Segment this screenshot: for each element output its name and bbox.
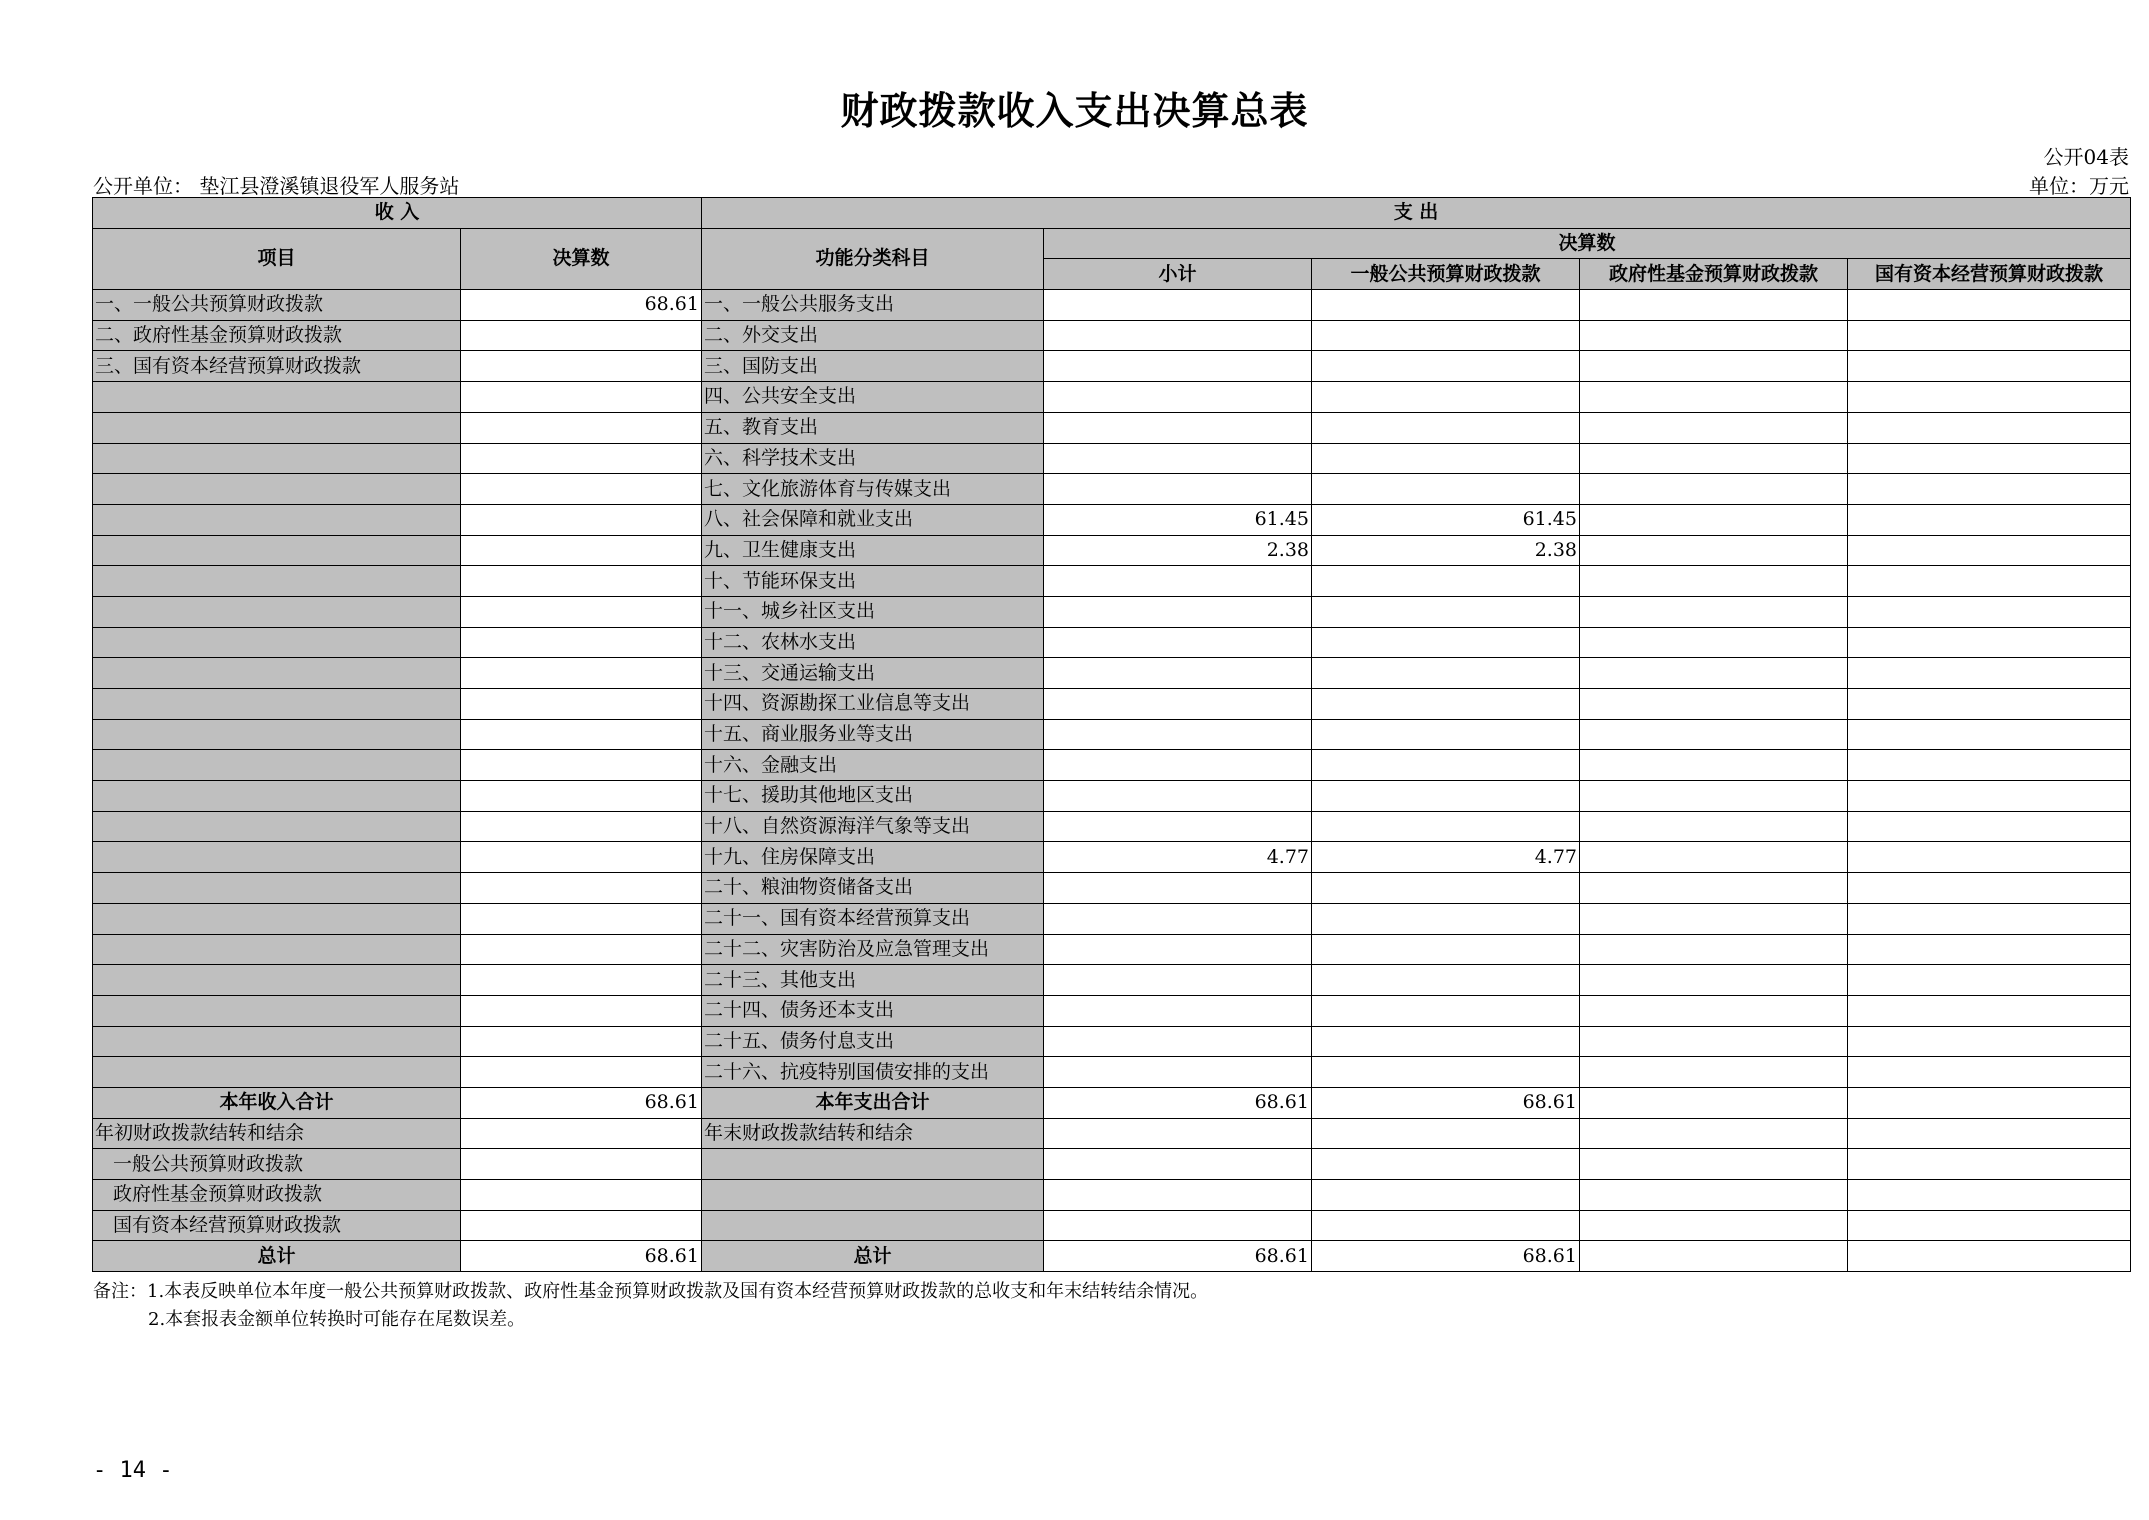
expense-subtotal — [1044, 596, 1312, 627]
table-row — [93, 382, 2131, 413]
expense-state-capital — [1848, 1057, 2131, 1088]
expense-item: 七、文化旅游体育与传媒支出 — [702, 474, 1044, 505]
expense-gov-fund — [1580, 1026, 1848, 1057]
end-carryover-state-capital — [1848, 1118, 2131, 1149]
expense-state-capital — [1848, 842, 2131, 873]
income-amount-empty — [461, 903, 702, 934]
carryover-sub-state-capital — [1848, 1180, 2131, 1211]
expense-general — [1312, 995, 1580, 1026]
carryover-sub-state-capital — [1848, 1210, 2131, 1241]
subtotal-header: 小计 — [1044, 259, 1312, 290]
expense-item: 十八、自然资源海洋气象等支出 — [702, 811, 1044, 842]
page-title: 财政拨款收入支出决算总表 — [840, 89, 1309, 133]
expense-state-capital — [1848, 627, 2131, 658]
table-row — [93, 443, 2131, 474]
expense-general — [1312, 382, 1580, 413]
table-row — [93, 1026, 2131, 1057]
settlement-table — [92, 197, 2131, 1272]
end-carryover-gov-fund — [1580, 1118, 1848, 1149]
carryover-sub-general — [1312, 1149, 1580, 1180]
expense-gov-fund — [1580, 351, 1848, 382]
carryover-sub-general — [1312, 1210, 1580, 1241]
expense-item: 二十六、抗疫特别国债安排的支出 — [702, 1057, 1044, 1088]
table-row — [93, 689, 2131, 720]
expense-general — [1312, 934, 1580, 965]
expense-gov-fund — [1580, 658, 1848, 689]
table-row — [93, 750, 2131, 781]
income-amount-empty — [461, 566, 702, 597]
carryover-sub-subtotal — [1044, 1149, 1312, 1180]
income-item-empty — [93, 995, 461, 1026]
header-row-1 — [93, 198, 2131, 229]
expense-subtotal — [1044, 1026, 1312, 1057]
carryover-sub-expense — [702, 1180, 1044, 1211]
income-item-empty — [93, 903, 461, 934]
expense-subtotal — [1044, 689, 1312, 720]
income-item-empty — [93, 627, 461, 658]
expense-subtotal — [1044, 351, 1312, 382]
expense-item: 六、科学技术支出 — [702, 443, 1044, 474]
expense-state-capital — [1848, 903, 2131, 934]
expense-gov-fund — [1580, 1057, 1848, 1088]
carryover-sub-row — [93, 1180, 2131, 1211]
header-row-2 — [93, 228, 2131, 259]
expense-subtotal — [1044, 965, 1312, 996]
settle-header: 决算数 — [1044, 228, 2131, 259]
expense-item: 十五、商业服务业等支出 — [702, 719, 1044, 750]
expense-subtotal — [1044, 1057, 1312, 1088]
expense-item: 二十一、国有资本经营预算支出 — [702, 903, 1044, 934]
expense-general — [1312, 474, 1580, 505]
income-amount-empty — [461, 873, 702, 904]
expense-subtotal — [1044, 412, 1312, 443]
table-row — [93, 627, 2131, 658]
income-item-empty — [93, 596, 461, 627]
gov-fund-header: 政府性基金预算财政拨款 — [1580, 259, 1848, 290]
expense-general — [1312, 1026, 1580, 1057]
expense-subtotal — [1044, 290, 1312, 321]
expense-gov-fund — [1580, 719, 1848, 750]
expense-general — [1312, 689, 1580, 720]
expense-total-general: 68.61 — [1312, 1087, 1580, 1118]
expense-subtotal — [1044, 320, 1312, 351]
expense-gov-fund — [1580, 566, 1848, 597]
expense-state-capital — [1848, 443, 2131, 474]
expense-gov-fund — [1580, 290, 1848, 321]
expense-gov-fund — [1580, 965, 1848, 996]
income-amount-empty — [461, 382, 702, 413]
amount-header: 决算数 — [461, 228, 702, 289]
expense-general — [1312, 811, 1580, 842]
income-total-label: 总计 — [93, 1241, 461, 1272]
expense-state-capital — [1848, 995, 2131, 1026]
expense-gov-fund — [1580, 873, 1848, 904]
expense-item: 二十、粮油物资储备支出 — [702, 873, 1044, 904]
expense-state-capital — [1848, 320, 2131, 351]
carryover-sub-expense — [702, 1210, 1044, 1241]
expense-general — [1312, 320, 1580, 351]
page-number: - 14 - — [93, 1458, 173, 1483]
income-amount-empty — [461, 1057, 702, 1088]
expense-subtotal — [1044, 750, 1312, 781]
expense-total-subtotal: 68.61 — [1044, 1241, 1312, 1272]
income-amount-empty — [461, 995, 702, 1026]
expense-item: 二、外交支出 — [702, 320, 1044, 351]
income-item-empty — [93, 382, 461, 413]
income-item-empty — [93, 1026, 461, 1057]
income-item-empty — [93, 535, 461, 566]
expense-state-capital — [1848, 504, 2131, 535]
income-item-empty — [93, 781, 461, 812]
income-amount-empty — [461, 627, 702, 658]
expense-state-capital — [1848, 965, 2131, 996]
expense-gov-fund — [1580, 596, 1848, 627]
expense-gov-fund — [1580, 627, 1848, 658]
expense-total-label: 总计 — [702, 1241, 1044, 1272]
expense-gov-fund — [1580, 535, 1848, 566]
expense-subtotal — [1044, 443, 1312, 474]
income-item-empty — [93, 934, 461, 965]
expense-subtotal — [1044, 934, 1312, 965]
income-item-empty — [93, 658, 461, 689]
income-item: 一、一般公共预算财政拨款 — [93, 290, 461, 321]
expense-state-capital — [1848, 781, 2131, 812]
note-1: 备注：1.本表反映单位本年度一般公共预算财政拨款、政府性基金预算财政拨款及国有资本经营预算财政拨款的总收支和年末结转结余情况。 — [93, 1281, 1209, 1302]
expense-total-general: 68.61 — [1312, 1241, 1580, 1272]
expense-gov-fund — [1580, 382, 1848, 413]
state-capital-header: 国有资本经营预算财政拨款 — [1848, 259, 2131, 290]
expense-state-capital — [1848, 750, 2131, 781]
expense-item: 十四、资源勘探工业信息等支出 — [702, 689, 1044, 720]
table-row — [93, 719, 2131, 750]
expense-state-capital — [1848, 535, 2131, 566]
income-amount-empty — [461, 443, 702, 474]
end-carryover-general — [1312, 1118, 1580, 1149]
expense-gov-fund — [1580, 412, 1848, 443]
expense-item: 十一、城乡社区支出 — [702, 596, 1044, 627]
expense-general — [1312, 443, 1580, 474]
form-number: 公开04表 — [2043, 145, 2129, 169]
expense-total-state-capital — [1848, 1087, 2131, 1118]
expense-total-label: 本年支出合计 — [702, 1087, 1044, 1118]
expense-item: 二十五、债务付息支出 — [702, 1026, 1044, 1057]
carryover-sub-gov-fund — [1580, 1149, 1848, 1180]
expense-item: 二十三、其他支出 — [702, 965, 1044, 996]
func-class-header: 功能分类科目 — [702, 228, 1044, 289]
expense-item: 十七、援助其他地区支出 — [702, 781, 1044, 812]
expense-state-capital — [1848, 290, 2131, 321]
expense-subtotal — [1044, 474, 1312, 505]
income-item-empty — [93, 443, 461, 474]
table-row — [93, 474, 2131, 505]
carryover-sub-expense — [702, 1149, 1044, 1180]
carryover-sub-subtotal — [1044, 1180, 1312, 1211]
expense-subtotal: 61.45 — [1044, 504, 1312, 535]
table-row — [93, 781, 2131, 812]
table-row — [93, 873, 2131, 904]
carryover-sub-row — [93, 1149, 2131, 1180]
expense-state-capital — [1848, 382, 2131, 413]
expense-state-capital — [1848, 873, 2131, 904]
carryover-sub-amount — [461, 1180, 702, 1211]
expense-general — [1312, 596, 1580, 627]
expense-general — [1312, 781, 1580, 812]
year-total-row — [93, 1087, 2131, 1118]
carryover-sub-gov-fund — [1580, 1180, 1848, 1211]
end-carryover-subtotal — [1044, 1118, 1312, 1149]
carryover-sub-amount — [461, 1149, 702, 1180]
expense-gov-fund — [1580, 474, 1848, 505]
income-item: 二、政府性基金预算财政拨款 — [93, 320, 461, 351]
expense-item: 一、一般公共服务支出 — [702, 290, 1044, 321]
table-row — [93, 351, 2131, 382]
table-row — [93, 965, 2131, 996]
income-amount — [461, 351, 702, 382]
expense-subtotal: 4.77 — [1044, 842, 1312, 873]
begin-carryover-label: 年初财政拨款结转和结余 — [93, 1118, 461, 1149]
expense-header: 支 出 — [702, 198, 2131, 229]
income-amount-empty — [461, 1026, 702, 1057]
income-amount-empty — [461, 811, 702, 842]
expense-general — [1312, 566, 1580, 597]
end-carryover-label: 年末财政拨款结转和结余 — [702, 1118, 1044, 1149]
income-item-empty — [93, 811, 461, 842]
expense-general: 61.45 — [1312, 504, 1580, 535]
expense-general: 2.38 — [1312, 535, 1580, 566]
expense-subtotal — [1044, 995, 1312, 1026]
expense-item: 二十四、债务还本支出 — [702, 995, 1044, 1026]
expense-subtotal — [1044, 719, 1312, 750]
expense-total-gov-fund — [1580, 1241, 1848, 1272]
reporting-unit: 公开单位： 垫江县澄溪镇退役军人服务站 — [93, 174, 460, 198]
expense-gov-fund — [1580, 320, 1848, 351]
expense-state-capital — [1848, 566, 2131, 597]
income-amount-empty — [461, 719, 702, 750]
table-row — [93, 903, 2131, 934]
expense-state-capital — [1848, 474, 2131, 505]
expense-item: 二十二、灾害防治及应急管理支出 — [702, 934, 1044, 965]
expense-item: 十、节能环保支出 — [702, 566, 1044, 597]
expense-general — [1312, 412, 1580, 443]
table-row — [93, 412, 2131, 443]
expense-gov-fund — [1580, 689, 1848, 720]
income-amount-empty — [461, 658, 702, 689]
expense-gov-fund — [1580, 443, 1848, 474]
expense-gov-fund — [1580, 750, 1848, 781]
expense-state-capital — [1848, 596, 2131, 627]
income-item-empty — [93, 842, 461, 873]
income-total-amount: 68.61 — [461, 1087, 702, 1118]
expense-item: 十三、交通运输支出 — [702, 658, 1044, 689]
expense-item: 九、卫生健康支出 — [702, 535, 1044, 566]
income-item-empty — [93, 504, 461, 535]
income-header: 收 入 — [93, 198, 702, 229]
expense-gov-fund — [1580, 995, 1848, 1026]
income-total-amount: 68.61 — [461, 1241, 702, 1272]
table-row — [93, 320, 2131, 351]
expense-gov-fund — [1580, 811, 1848, 842]
expense-item: 三、国防支出 — [702, 351, 1044, 382]
carryover-sub-item: 国有资本经营预算财政拨款 — [93, 1210, 461, 1241]
expense-item: 四、公共安全支出 — [702, 382, 1044, 413]
income-item-empty — [93, 566, 461, 597]
expense-total-gov-fund — [1580, 1087, 1848, 1118]
income-total-label: 本年收入合计 — [93, 1087, 461, 1118]
income-item-empty — [93, 965, 461, 996]
expense-state-capital — [1848, 658, 2131, 689]
carryover-sub-row — [93, 1210, 2131, 1241]
expense-subtotal — [1044, 658, 1312, 689]
income-amount-empty — [461, 934, 702, 965]
expense-gov-fund — [1580, 903, 1848, 934]
income-amount-empty — [461, 535, 702, 566]
income-item-empty — [93, 1057, 461, 1088]
expense-item: 十六、金融支出 — [702, 750, 1044, 781]
expense-subtotal: 2.38 — [1044, 535, 1312, 566]
expense-general — [1312, 351, 1580, 382]
expense-general — [1312, 658, 1580, 689]
expense-general — [1312, 290, 1580, 321]
income-amount-empty — [461, 412, 702, 443]
carryover-sub-item: 政府性基金预算财政拨款 — [93, 1180, 461, 1211]
expense-state-capital — [1848, 719, 2131, 750]
expense-subtotal — [1044, 873, 1312, 904]
table-row — [93, 504, 2131, 535]
income-amount-empty — [461, 842, 702, 873]
carryover-sub-general — [1312, 1180, 1580, 1211]
expense-subtotal — [1044, 903, 1312, 934]
income-amount-empty — [461, 965, 702, 996]
carryover-sub-amount — [461, 1210, 702, 1241]
table-row — [93, 535, 2131, 566]
expense-general — [1312, 719, 1580, 750]
income-item-empty — [93, 873, 461, 904]
income-item-empty — [93, 412, 461, 443]
income-item-empty — [93, 689, 461, 720]
grand-total-row — [93, 1241, 2131, 1272]
income-item: 三、国有资本经营预算财政拨款 — [93, 351, 461, 382]
expense-gov-fund — [1580, 934, 1848, 965]
expense-total-subtotal: 68.61 — [1044, 1087, 1312, 1118]
expense-subtotal — [1044, 566, 1312, 597]
carryover-sub-item: 一般公共预算财政拨款 — [93, 1149, 461, 1180]
income-item-empty — [93, 719, 461, 750]
expense-item: 十九、住房保障支出 — [702, 842, 1044, 873]
expense-subtotal — [1044, 811, 1312, 842]
expense-state-capital — [1848, 351, 2131, 382]
table-row — [93, 811, 2131, 842]
expense-gov-fund — [1580, 504, 1848, 535]
carryover-sub-subtotal — [1044, 1210, 1312, 1241]
notes — [93, 1278, 1208, 1334]
income-amount-empty — [461, 596, 702, 627]
item-header: 项目 — [93, 228, 461, 289]
income-amount — [461, 320, 702, 351]
expense-general — [1312, 873, 1580, 904]
table-row — [93, 842, 2131, 873]
expense-gov-fund — [1580, 842, 1848, 873]
income-amount-empty — [461, 781, 702, 812]
expense-state-capital — [1848, 689, 2131, 720]
note-2: 2.本套报表金额单位转换时可能存在尾数误差。 — [148, 1309, 526, 1330]
expense-state-capital — [1848, 412, 2131, 443]
table-row — [93, 596, 2131, 627]
expense-item: 五、教育支出 — [702, 412, 1044, 443]
expense-general — [1312, 1057, 1580, 1088]
income-amount-empty — [461, 474, 702, 505]
expense-state-capital — [1848, 1026, 2131, 1057]
general-header: 一般公共预算财政拨款 — [1312, 259, 1580, 290]
unit-row — [93, 170, 2129, 196]
table-row — [93, 566, 2131, 597]
expense-subtotal — [1044, 627, 1312, 658]
expense-general — [1312, 750, 1580, 781]
expense-item: 八、社会保障和就业支出 — [702, 504, 1044, 535]
expense-general — [1312, 965, 1580, 996]
expense-gov-fund — [1580, 781, 1848, 812]
income-amount-empty — [461, 750, 702, 781]
expense-subtotal — [1044, 781, 1312, 812]
table-row — [93, 995, 2131, 1026]
income-amount-empty — [461, 689, 702, 720]
income-amount-empty — [461, 504, 702, 535]
carryover-row — [93, 1118, 2131, 1149]
table-row — [93, 658, 2131, 689]
table-row — [93, 934, 2131, 965]
currency-unit: 单位：万元 — [2029, 174, 2129, 198]
expense-item: 十二、农林水支出 — [702, 627, 1044, 658]
expense-total-state-capital — [1848, 1241, 2131, 1272]
expense-state-capital — [1848, 934, 2131, 965]
expense-general — [1312, 627, 1580, 658]
income-item-empty — [93, 750, 461, 781]
expense-general: 4.77 — [1312, 842, 1580, 873]
carryover-sub-gov-fund — [1580, 1210, 1848, 1241]
table-row — [93, 1057, 2131, 1088]
carryover-sub-state-capital — [1848, 1149, 2131, 1180]
begin-carryover-amount — [461, 1118, 702, 1149]
income-amount: 68.61 — [461, 290, 702, 321]
expense-general — [1312, 903, 1580, 934]
expense-state-capital — [1848, 811, 2131, 842]
income-item-empty — [93, 474, 461, 505]
expense-subtotal — [1044, 382, 1312, 413]
table-row — [93, 290, 2131, 321]
